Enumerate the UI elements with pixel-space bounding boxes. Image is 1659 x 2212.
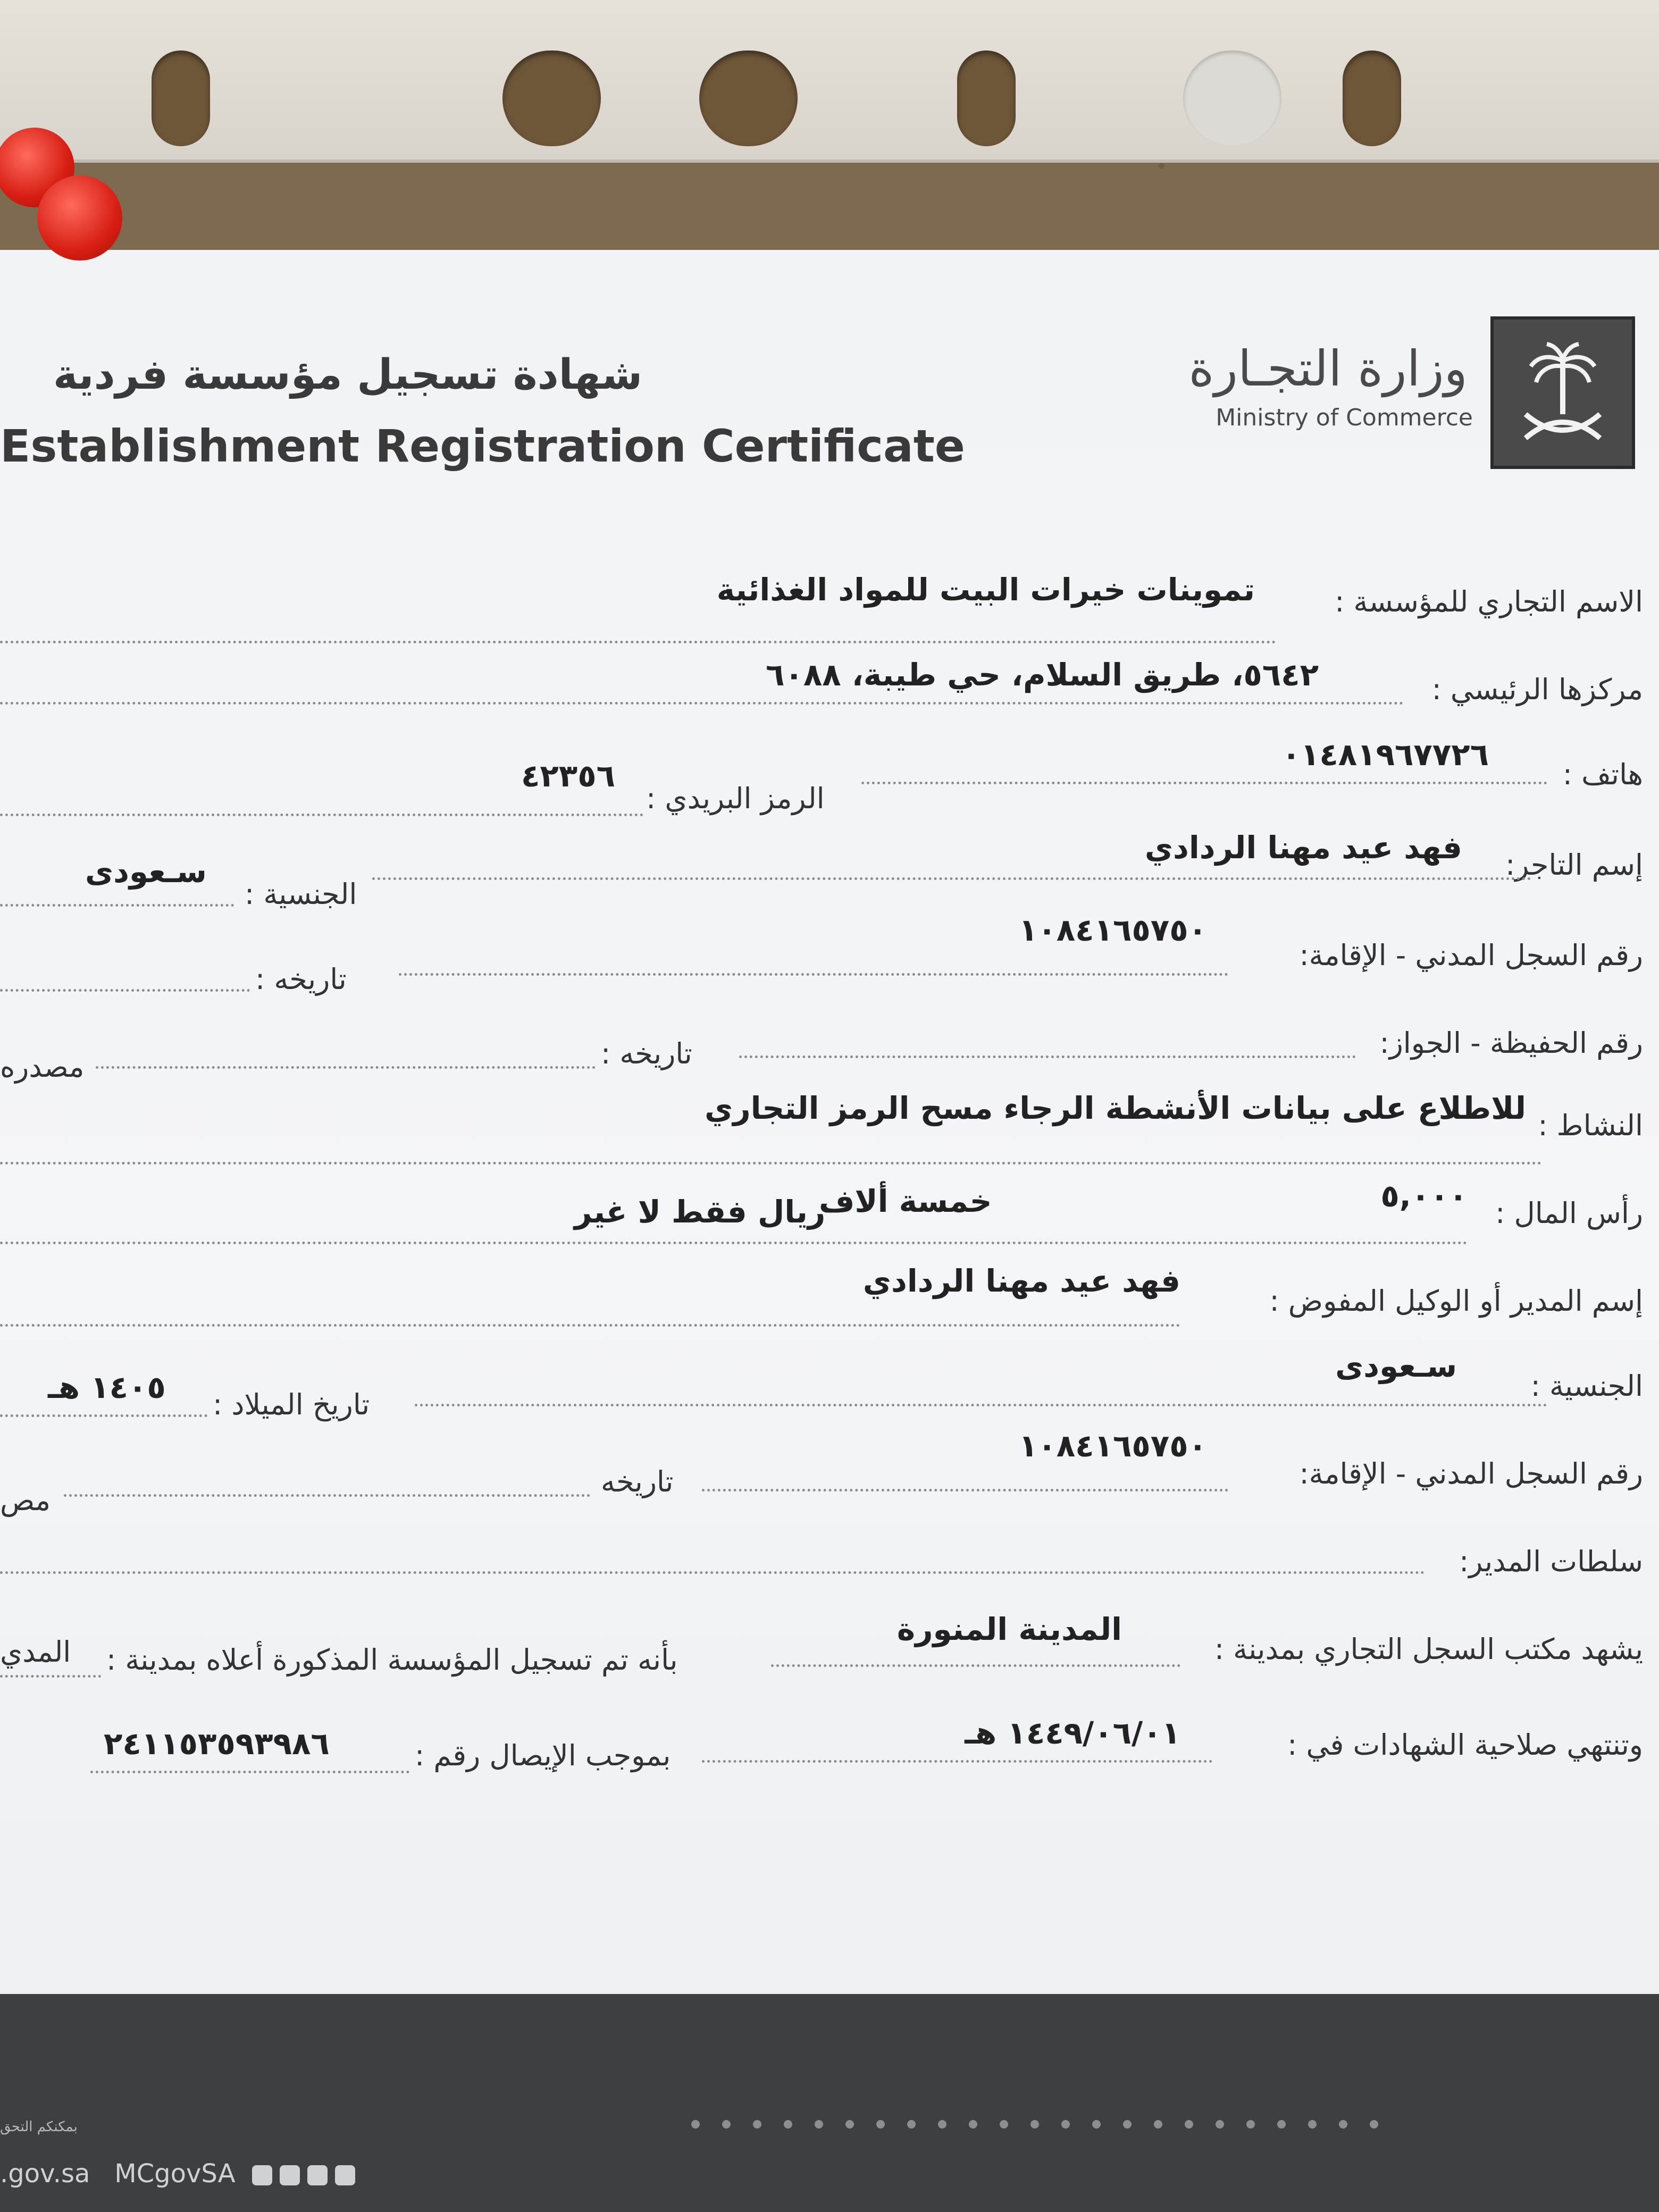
dotted-line (771, 1664, 1180, 1667)
hq-label: مركزها الرئيسي : (1431, 673, 1643, 706)
dotted-line (372, 877, 1531, 880)
punch-hole-reinforced (1183, 51, 1281, 146)
dotted-line (739, 1055, 1356, 1058)
manager-label: إسم المدير أو الوكيل المفوض : (1269, 1284, 1643, 1318)
civil-id-value: ١٠٨٤١٦٥٧٥٠ (1018, 912, 1207, 948)
dotted-line (0, 1675, 101, 1678)
manager-civil-label: رقم السجل المدني - الإقامة: (1299, 1457, 1643, 1490)
ministry-name-ar: وزارة التجـارة (1188, 340, 1468, 397)
capital-words-b: ريال فقط لا غير (574, 1194, 826, 1230)
manager-date-label: تاريخه (601, 1465, 674, 1498)
certify-city: المدينة المنورة (896, 1611, 1122, 1647)
expiry-value: ١٤٤٩/٠٦/٠١ هـ (965, 1715, 1180, 1751)
punch-hole (1343, 51, 1401, 146)
manager-value: فهد عيد مهنا الردادي (862, 1263, 1180, 1299)
capital-value: ٥,٠٠٠ (1380, 1178, 1468, 1214)
footer-note: بمكنكم التحق (0, 2119, 78, 2135)
nationality-label: الجنسية : (245, 877, 357, 911)
push-pin-icon (37, 175, 122, 261)
punch-hole (957, 51, 1016, 146)
date-label: تاريخه : (255, 962, 347, 996)
certificate-title-en: Establishment Registration Certificate (0, 420, 965, 472)
dotted-line (0, 814, 643, 816)
issued-label: مصدره (0, 1050, 85, 1084)
footer-decoration (691, 2116, 1436, 2132)
dotted-line (0, 702, 1404, 705)
powers-label: سلطات المدير: (1459, 1545, 1643, 1578)
certify-city-cut: المدي (0, 1635, 71, 1669)
dotted-line (0, 989, 250, 992)
hq-value: ٥٦٤٢، طريق السلام، حي طيبة، ٦٠٨٨ (766, 657, 1319, 693)
capital-words-a: خمسة ألاف (819, 1183, 992, 1219)
birth-label: تاريخ الميلاد : (213, 1388, 370, 1421)
passport-label: رقم الحفيظة - الجواز: (1379, 1026, 1643, 1060)
footer-site[interactable]: .gov.sa (0, 2159, 90, 2189)
ministry-name-en: Ministry of Commerce (1216, 404, 1473, 431)
dotted-line (0, 1162, 1542, 1164)
youtube-icon[interactable] (335, 2165, 355, 2185)
punch-hole (152, 51, 210, 146)
dotted-line (0, 904, 234, 907)
nationality-value: سـعودى (85, 853, 207, 890)
dotted-line (399, 973, 1228, 976)
dotted-line (0, 1414, 207, 1417)
receipt-label: بموجب الإيصال رقم : (415, 1739, 671, 1772)
dotted-line (0, 641, 1276, 643)
certify-label: يشهد مكتب السجل التجاري بمدينة : (1214, 1632, 1643, 1666)
dotted-line (0, 1571, 1425, 1574)
phone-value: ٠١٤٨١٩٦٧٧٢٦ (1281, 736, 1489, 773)
receipt-value: ٢٤١١٥٣٥٩٣٩٨٦ (104, 1725, 330, 1762)
trade-name-value: تموينات خيرات البيت للمواد الغذائية (716, 572, 1255, 608)
dotted-line (415, 1404, 1547, 1406)
punch-hole (502, 51, 601, 146)
dotted-line (96, 1066, 596, 1069)
capital-label: رأس المال : (1495, 1196, 1643, 1230)
saudi-emblem-icon (1490, 316, 1635, 469)
dotted-line (702, 1489, 1228, 1492)
passport-date-label: تاريخه : (601, 1037, 692, 1070)
facebook-icon[interactable] (280, 2165, 300, 2185)
dotted-line (0, 1324, 1180, 1327)
civil-id-label: رقم السجل المدني - الإقامة: (1299, 939, 1643, 972)
activity-value: للاطلاع على بيانات الأنشطة الرجاء مسح الرمز التجاري (705, 1090, 1526, 1126)
merchant-name-value: فهد عيد مهنا الردادي (1144, 830, 1462, 866)
certify-text: بأنه تم تسجيل المؤسسة المذكورة أعلاه بمدينة : (106, 1643, 678, 1677)
manager-nationality-label: الجنسية : (1530, 1369, 1643, 1403)
footer-contact (0, 2159, 355, 2189)
manager-issued-label: مص (0, 1484, 51, 1517)
postal-label: الرمز البريدي : (646, 782, 825, 815)
footer-handle[interactable]: MCgovSA (114, 2159, 236, 2189)
trade-name-label: الاسم التجاري للمؤسسة : (1335, 585, 1643, 618)
postal-value: ٤٢٣٥٦ (521, 758, 616, 794)
twitter-icon[interactable] (307, 2165, 328, 2185)
expiry-label: وتنتهي صلاحية الشهادات في : (1287, 1728, 1643, 1762)
manager-nationality-value: سـعودى (1335, 1348, 1457, 1384)
birth-value: ١٤٠٥ هـ (48, 1369, 166, 1405)
phone-label: هاتف : (1562, 758, 1643, 791)
certificate-title-ar: شهادة تسجيل مؤسسة فردية (53, 351, 643, 399)
dotted-line (702, 1760, 1212, 1763)
dotted-line (90, 1771, 409, 1773)
punch-hole (699, 51, 798, 146)
merchant-name-label: إسم التاجر: (1505, 848, 1643, 882)
dotted-line (0, 1242, 1468, 1244)
instagram-icon[interactable] (252, 2165, 272, 2185)
plastic-sleeve (0, 0, 1659, 163)
dotted-line (861, 782, 1547, 784)
manager-civil-value: ١٠٨٤١٦٥٧٥٠ (1018, 1428, 1207, 1464)
activity-label: النشاط : (1538, 1109, 1643, 1142)
dotted-line (64, 1494, 590, 1497)
